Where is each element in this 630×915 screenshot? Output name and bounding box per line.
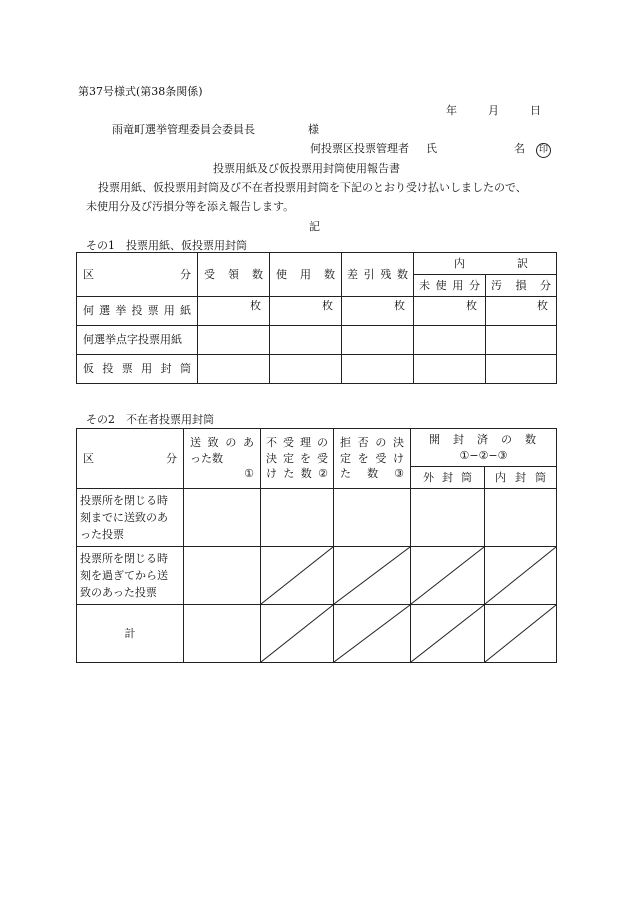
s2-header-sent: 送 致 の あ った数 ① [184,429,261,489]
diagonal-slash [485,605,557,663]
s1-row-label: 何 選 挙 投 票 用 紙 [77,297,198,326]
section2-heading: その2 不在者投票用封筒 [86,413,214,426]
date-line [446,105,541,116]
s2-header-refused: 拒 否 の 決 定 を 受 け た 数 ③ [334,429,411,489]
diagonal-slash [411,547,485,605]
s1-cell-unused: 枚 [414,297,486,326]
document-title: 投票用紙及び仮投票用封筒使用報告書 [213,162,400,175]
reporter-mei: 名 [514,142,525,155]
s1-cell-used: 枚 [270,297,342,326]
table-row [77,355,557,384]
s1-row-label: 仮 投 票 用 封 筒 [77,355,198,384]
section1-heading: その1 投票用紙、仮投票用封筒 [86,239,247,252]
table-row [77,605,557,663]
date-day: 日 [530,104,541,117]
s1-header-unused: 未 使 用 分 [414,275,486,297]
addressee [112,124,319,135]
s1-cell-remaining: 枚 [342,297,414,326]
reporter-title: 何投票区投票管理者 [310,142,409,155]
s2-header-opened: 開 封 済 の 数 ①−②−③ [411,429,557,467]
body-line-1: 投票用紙、仮投票用封筒及び不在者投票用封筒を下記のとおり受け払いしましたので、 [98,181,527,194]
s2-row-label-total: 計 [77,605,184,663]
s2-header-inner: 内 封 筒 [485,467,557,489]
diagonal-slash [261,605,334,663]
table-row [77,326,557,355]
seal-icon: 印 [536,143,551,158]
s1-header-damaged: 汚 損 分 [486,275,557,297]
s2-header-kubun: 区 分 [77,429,184,489]
s1-cell-received: 枚 [198,297,270,326]
section1-table [76,252,557,384]
addressee-name: 雨竜町選挙管理委員会委員長 [112,123,255,136]
table-row [77,489,557,547]
diagonal-slash [261,547,334,605]
reporter-line [310,143,551,158]
date-year: 年 [446,104,457,117]
diagonal-slash [411,605,485,663]
ki-label: 記 [309,220,320,233]
s2-header-outer: 外 封 筒 [411,467,485,489]
form-number: 第37号様式(第38条関係) [78,85,203,98]
s1-cell-damaged: 枚 [486,297,557,326]
section2-table [76,428,557,663]
s1-row-label: 何選挙点字投票用紙 [77,326,198,355]
table-row [77,547,557,605]
s1-header-remaining: 差 引 残 数 [342,253,414,297]
s1-header-received: 受 領 数 [198,253,270,297]
s1-header-kubun: 区 分 [77,253,198,297]
diagonal-slash [334,547,411,605]
diagonal-slash [334,605,411,663]
s2-header-rejected-nonreceipt: 不 受 理 の 決 定 を 受 け た 数 ② [261,429,334,489]
s2-row-label: 投票所を閉じる時 刻までに送致のあ った投票 [77,489,184,547]
s1-header-breakdown: 内 訳 [414,253,557,275]
s1-header-used: 使 用 数 [270,253,342,297]
reporter-shi: 氏 [426,142,437,155]
body-line-2: 未使用分及び汚損分等を添え報告します。 [86,200,295,213]
s2-row-label: 投票所を閉じる時 刻を過ぎてから送 致のあった投票 [77,547,184,605]
diagonal-slash [485,547,557,605]
date-month: 月 [488,104,499,117]
table-row [77,297,557,326]
addressee-honorific: 様 [308,123,319,136]
